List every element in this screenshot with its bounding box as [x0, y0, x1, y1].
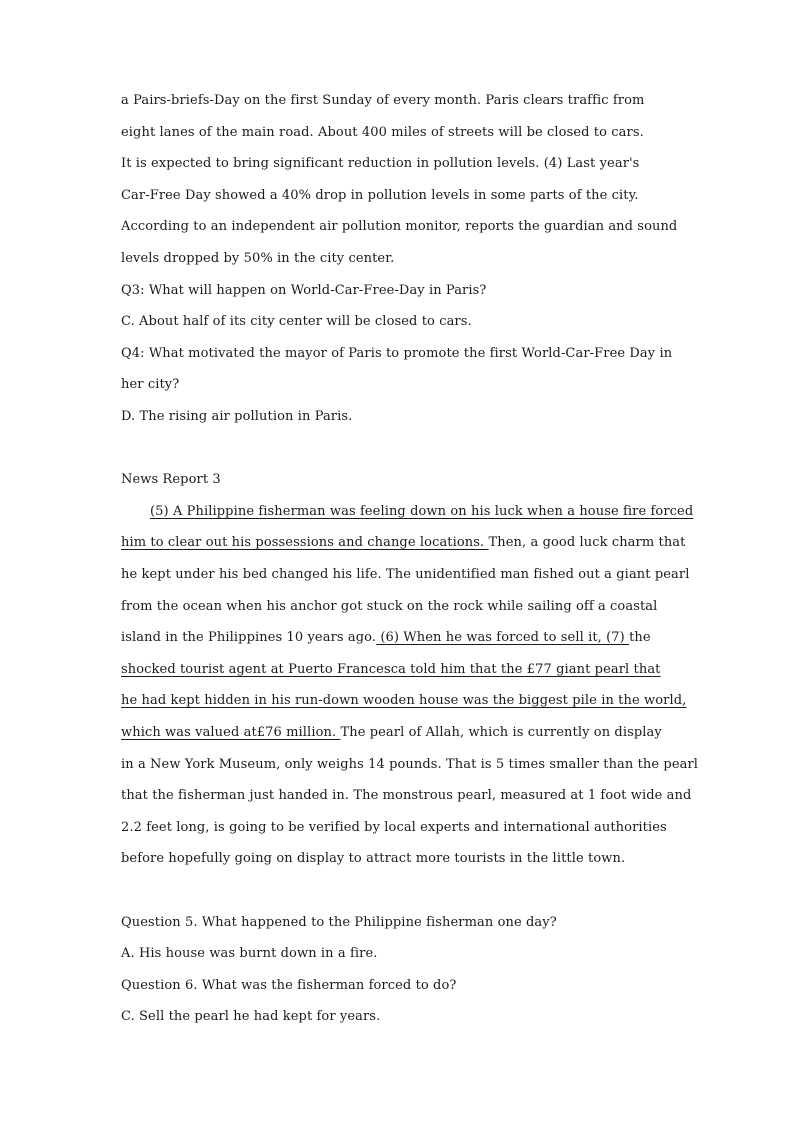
answer-3: C. About half of its city center will be closed to cars. [121, 314, 472, 329]
answer-5: A. His house was burnt down in a fire. [121, 946, 378, 961]
report-line: from the ocean when his anchor got stuck on the rock while sailing off a coastal [121, 599, 658, 614]
report-line: he kept under his bed changed his life. The unidentified man fished out a giant pearl [121, 567, 690, 582]
report-text: The pearl of Allah, which is currently on display [340, 725, 662, 740]
paragraph-line: It is expected to bring significant reduction in pollution levels. (4) Last year's [121, 156, 640, 171]
report-text: Then, a good luck charm that [488, 535, 686, 550]
report-line: 2.2 feet long, is going to be verified by local experts and international authorities [121, 820, 667, 835]
paragraph-line: Car-Free Day showed a 40% drop in pollution levels in some parts of the city. [121, 188, 639, 203]
paragraph-line: eight lanes of the main road. About 400 miles of streets will be closed to cars. [121, 125, 644, 140]
underlined-text: (5) A Philippine fisherman was feeling down on his luck when a house fire forced [150, 504, 694, 519]
question-5: Question 5. What happened to the Philippine fisherman one day? [121, 915, 557, 930]
report-line: in a New York Museum, only weighs 14 pounds. That is 5 times smaller than the pearl [121, 757, 699, 772]
underlined-text: him to clear out his possessions and change locations. [121, 535, 489, 550]
answer-6: C. Sell the pearl he had kept for years. [121, 1009, 381, 1024]
answer-4: D. The rising air pollution in Paris. [121, 409, 353, 424]
underlined-text: he had kept hidden in his run-down wooden house was the biggest pile in the world, [121, 693, 687, 708]
report-line [121, 660, 721, 680]
question-6: Question 6. What was the fisherman forced to do? [121, 978, 457, 993]
report-text: the [629, 630, 651, 645]
question-4-line-1: Q4: What motivated the mayor of Paris to promote the first World-Car-Free Day in [121, 346, 673, 361]
report-text: island in the Philippines 10 years ago. [121, 630, 377, 645]
underlined-text: (6) When he was forced to sell it, (7) [376, 630, 630, 645]
report-line [121, 691, 721, 711]
report-line [121, 628, 721, 648]
section-heading: News Report 3 [121, 472, 221, 487]
question-4-line-2: her city? [121, 377, 180, 392]
underlined-text: shocked tourist agent at Puerto Francesca told him that the £77 giant pearl that [121, 662, 661, 677]
report-line [121, 723, 721, 743]
report-line: before hopefully going on display to attract more tourists in the little town. [121, 851, 626, 866]
report-line [121, 533, 721, 553]
paragraph-line: levels dropped by 50% in the city center. [121, 251, 395, 266]
report-line: that the fisherman just handed in. The monstrous pearl, measured at 1 foot wide and [121, 788, 692, 803]
question-3: Q3: What will happen on World-Car-Free-Day in Paris? [121, 283, 487, 298]
report-line [150, 502, 750, 522]
paragraph-line: a Pairs-briefs-Day on the first Sunday of every month. Paris clears traffic from [121, 93, 645, 108]
paragraph-line: According to an independent air pollution monitor, reports the guardian and sound [121, 219, 678, 234]
underlined-text: which was valued at£76 million. [121, 725, 341, 740]
